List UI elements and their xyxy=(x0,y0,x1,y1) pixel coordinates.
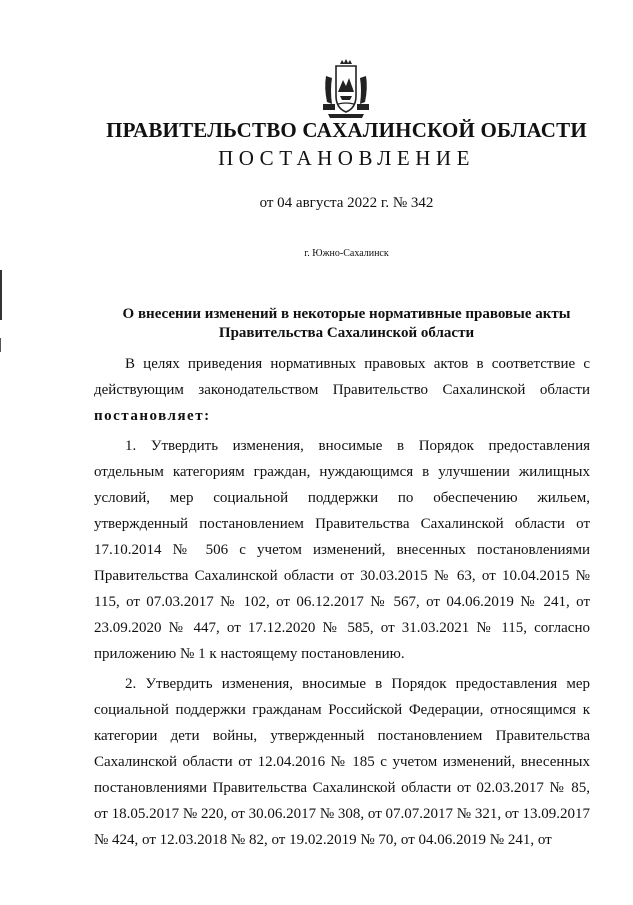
preamble-text: В целях приведения нормативных правовых актов в соответствие с действующим законодательством Правительство Сахалинской области xyxy=(94,356,590,398)
document-date-number: от 04 августа 2022 г. № 342 xyxy=(259,195,434,211)
document-type: ПОСТАНОВЛЕНИЕ xyxy=(218,146,475,170)
preamble-paragraph xyxy=(94,351,590,429)
sakhalin-coat-of-arms-icon xyxy=(318,58,374,122)
subject-line-1: О внесении изменений в некоторые нормативные правовые акты xyxy=(122,306,571,322)
document-city: г. Южно-Сахалинск xyxy=(304,248,389,259)
document-body xyxy=(94,351,590,853)
item-1-paragraph: 1. Утвердить изменения, вносимые в Порядок предоставления отдельным категориям граждан, нуждающимся в улучшении жилищных условий, мер социальной поддержки по обеспечению жильем, утвержденный постановлением Правительства Сахалинской области от 17.10.2014 № 506 с учетом изменений, внесенных постановлениями Правительства Сахалинской области от 30.03.2015 № 63, от 10.04.2015 № 115, от 07.03.2017 № 102, от 06.12.2017 № 567, от 04.06.2019 № 241, от 23.09.2020 № 447, от 17.12.2020 № 585, от 31.03.2021 № 115, согласно приложению № 1 к настоящему постановлению. xyxy=(94,438,590,662)
item-2-paragraph: 2. Утвердить изменения, вносимые в Порядок предоставления мер социальной поддержки гражданам Российской Федерации, относящимся к категории дети войны, утвержденный постановлением Правительства Сахалинской области от 12.04.2016 № 185 с учетом изменений, внесенных постановлениями Правительства Сахалинской области от 02.03.2017 № 85, от 18.05.2017 № 220, от 30.06.2017 № 308, от 07.07.2017 № 321, от 13.09.2017 № 424, от 12.03.2018 № 82, от 19.02.2019 № 70, от 04.06.2019 № 241, от xyxy=(94,676,590,848)
subject-line-2: Правительства Сахалинской области xyxy=(218,325,475,341)
government-title: ПРАВИТЕЛЬСТВО САХАЛИНСКОЙ ОБЛАСТИ xyxy=(106,118,587,142)
decree-word: постановляет: xyxy=(94,408,211,424)
document-subject xyxy=(0,305,633,343)
